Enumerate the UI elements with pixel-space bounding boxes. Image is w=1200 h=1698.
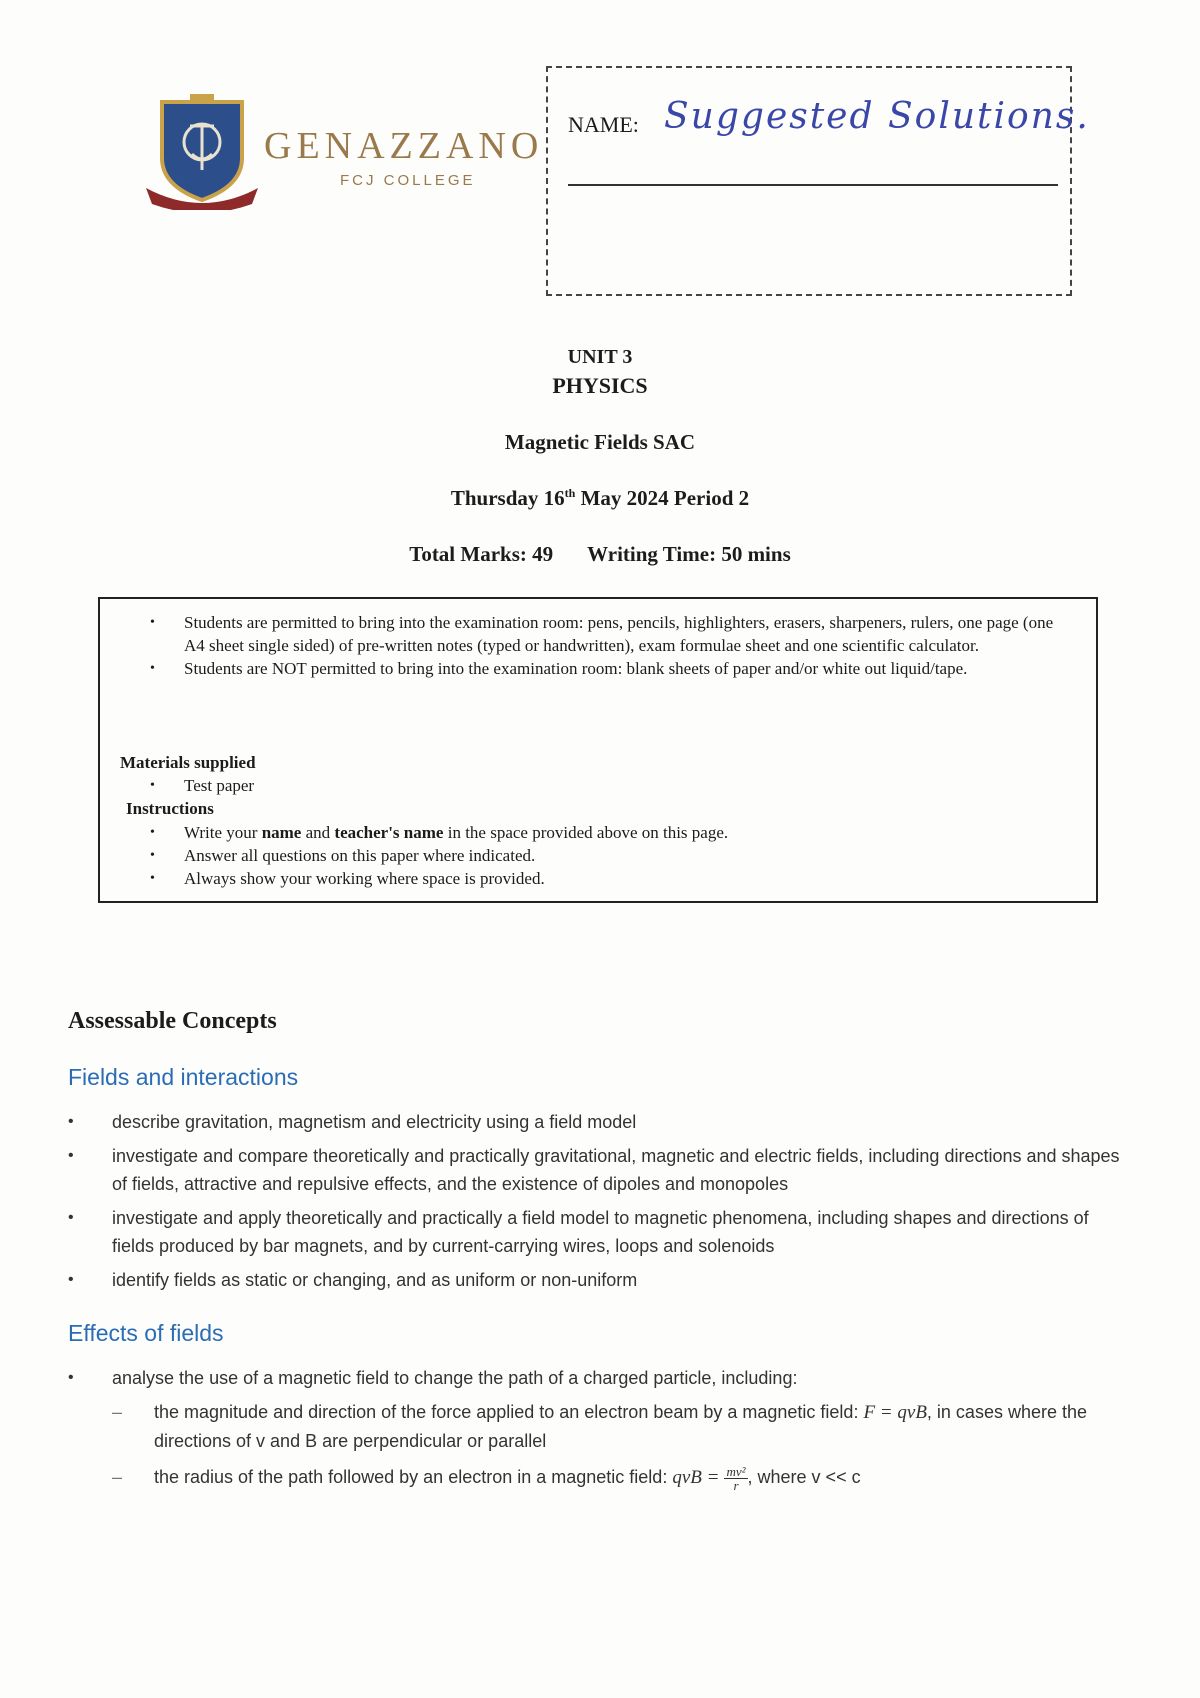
concept-text: analyse the use of a magnetic field to change the path of a charged particle, including: [112, 1368, 798, 1388]
name-underline [568, 184, 1058, 186]
effects-list [68, 1364, 1128, 1500]
concepts-heading: Assessable Concepts [68, 1008, 277, 1034]
instruction-bold-teacher: teacher's name [334, 823, 444, 842]
sub-text: the magnitude and direction of the force applied to an electron beam by a magnetic field: [154, 1402, 864, 1422]
date-superscript: th [564, 486, 576, 500]
sub-item [112, 1398, 1128, 1455]
rules-list [150, 611, 1070, 680]
instructions-box [98, 597, 1098, 903]
subject-title: PHYSICS [552, 373, 648, 398]
rule-item: • Students are NOT permitted to bring into the examination room: blank sheets of paper and/or white out liquid/tape. [150, 657, 1070, 680]
date-prefix: Thursday 16 [450, 486, 565, 510]
fields-heading: Fields and interactions [68, 1064, 299, 1090]
instruction-bold-name: name [261, 823, 302, 842]
concept-item: • investigate and apply theoretically and practically a field model to magnetic phenomena, including shapes and directions of fields produced by bar magnets, and by current-carrying wires, loops and solenoids [68, 1204, 1128, 1260]
date-suffix: May 2024 Period 2 [575, 486, 750, 510]
instruction-text: in the space provided above on this page. [443, 823, 729, 842]
concept-item: • describe gravitation, magnetism and electricity using a field model [68, 1108, 1128, 1136]
instructions-list [150, 821, 728, 890]
materials-list [150, 774, 254, 797]
sub-item [112, 1463, 1128, 1492]
total-marks: Total Marks: 49 [409, 542, 554, 566]
unit-title: UNIT 3 [567, 346, 633, 368]
marks-line [0, 542, 1200, 567]
name-label: NAME: [568, 112, 639, 137]
sac-title: Magnetic Fields SAC [504, 430, 696, 454]
force-formula: F = qvB [863, 1402, 927, 1423]
sub-text: , where v << c [747, 1467, 861, 1487]
instruction-text: Write your [184, 823, 262, 842]
radius-formula-fraction [724, 1465, 747, 1492]
fraction-numerator: mv² [726, 1463, 746, 1479]
writing-time: Writing Time: 50 mins [587, 542, 791, 566]
sub-list [112, 1398, 1128, 1492]
date-line [0, 486, 1200, 511]
rule-item: • Students are permitted to bring into the examination room: pens, pencils, highlighters, erasers, sharpeners, rulers, one page (one A4 sheet single sided) of pre-written notes (typed or handwritten), exam formulae sheet and one scientific calculator. [150, 611, 1070, 657]
sub-text: , in cases where the directions of v and B are perpendicular or parallel [154, 1402, 1088, 1451]
name-box [546, 66, 1090, 296]
crest-icon [146, 92, 258, 210]
logo-subtitle: FCJ COLLEGE [340, 172, 476, 189]
effects-heading: Effects of fields [68, 1320, 224, 1346]
sub-text: the radius of the path followed by an electron in a magnetic field: [154, 1467, 673, 1487]
instruction-item: • Always show your working where space is provided. [150, 867, 728, 890]
materials-heading: Materials supplied [120, 753, 256, 772]
fraction-denominator: r [733, 1477, 739, 1493]
college-logo [146, 92, 546, 222]
concept-item: • investigate and compare theoretically and practically gravitational, magnetic and electric fields, including directions and shapes of fields, attractive and repulsive effects, and the existence of dipoles and monopoles [68, 1142, 1128, 1198]
instruction-text: and [301, 823, 335, 842]
concept-item: • identify fields as static or changing, and as uniform or non-uniform [68, 1266, 1128, 1294]
fields-list [68, 1108, 1128, 1300]
materials-item: • Test paper [150, 774, 254, 797]
instructions-heading: Instructions [126, 799, 214, 818]
radius-formula-lhs: qvB = [672, 1467, 720, 1488]
instruction-item: • Answer all questions on this paper where indicated. [150, 844, 728, 867]
instruction-item [150, 821, 728, 844]
concept-item [68, 1364, 1128, 1492]
name-handwritten: Suggested Solutions. [664, 96, 1090, 137]
logo-name: GENAZZANO [264, 125, 544, 167]
